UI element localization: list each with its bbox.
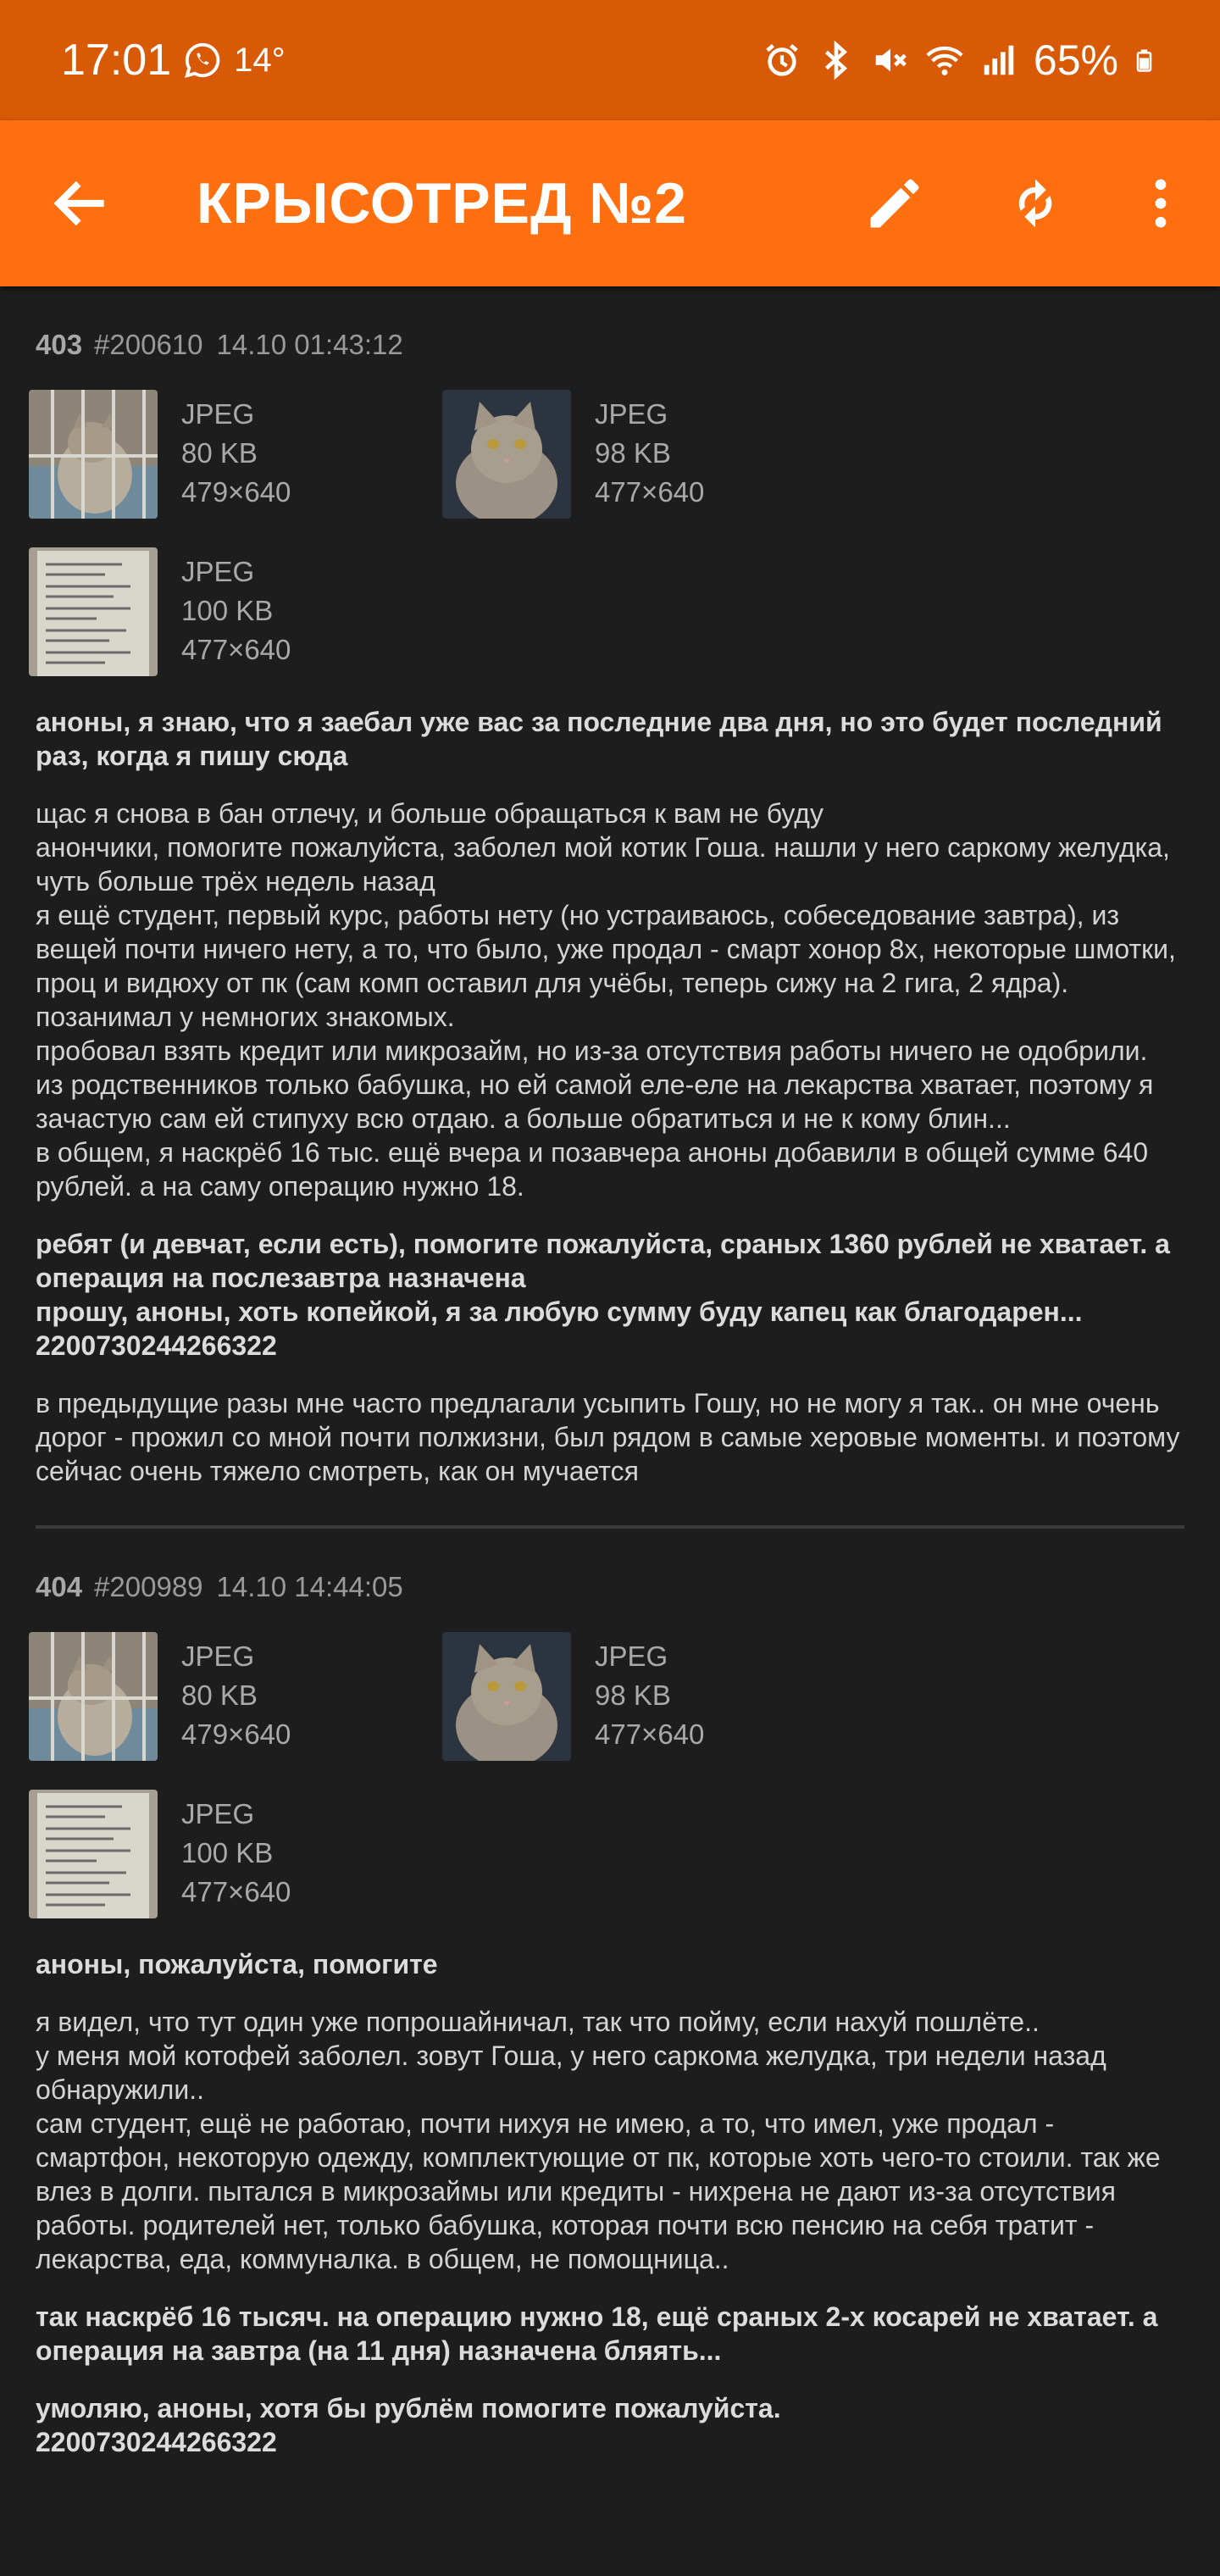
post-text-bold — [36, 1227, 1184, 1363]
file-size: 100 KB — [181, 595, 274, 626]
edit-pencil-icon — [862, 171, 927, 236]
post-text-bold — [36, 2391, 1184, 2459]
status-left — [61, 35, 286, 86]
thumbnail-document[interactable] — [29, 547, 158, 676]
file-type: JPEG — [181, 556, 255, 587]
file-dims: 479×640 — [181, 1718, 291, 1750]
file-type: JPEG — [595, 398, 668, 430]
status-temperature: 14° — [234, 41, 286, 79]
file-dims: 477×640 — [181, 1876, 291, 1907]
status-time: 17:01 — [61, 36, 172, 85]
post-id[interactable]: #200610 — [94, 329, 203, 360]
more-vert-icon — [1128, 171, 1193, 236]
thumbnail-cat-face[interactable] — [442, 1632, 571, 1761]
thumbnail-document[interactable] — [29, 1790, 158, 1918]
post-body — [36, 1947, 1184, 2459]
text-line: из родственников только бабушка, но ей самой еле-еле на лекарства хватает, поэтому я зачастую сам ей стипуху всю отдаю. а больше обратиться и не к кому блин... — [36, 1069, 1154, 1134]
battery-percentage: 65% — [1033, 36, 1118, 84]
post-404 — [36, 1525, 1184, 2459]
file-size: 80 KB — [181, 437, 258, 469]
attachment[interactable] — [442, 1632, 862, 1761]
thumbnail-cat-face[interactable] — [442, 390, 571, 519]
thread-title: КРЫСОТРЕД №2 — [197, 171, 687, 236]
file-size: 98 KB — [595, 1679, 671, 1711]
attachment[interactable] — [29, 547, 449, 676]
file-dims: 479×640 — [181, 476, 291, 508]
file-type: JPEG — [181, 1641, 255, 1672]
back-arrow-icon[interactable] — [47, 169, 115, 237]
thumbnail-cat-in-cage[interactable] — [29, 1632, 158, 1761]
status-bar — [0, 0, 1220, 120]
text-line: прошу, аноны, хоть копейкой, я за любую сумму буду капец как благодарен... — [36, 1296, 1083, 1327]
file-type: JPEG — [181, 398, 255, 430]
post-number: 404 — [36, 1571, 83, 1602]
text-line: пробовал взять кредит или микрозайм, но из-за отсутствия работы ничего не одобрили. — [36, 1035, 1148, 1066]
card-number: 2200730244266322 — [36, 2427, 277, 2457]
post-text — [36, 2005, 1184, 2276]
edit-button[interactable] — [861, 169, 929, 237]
post-text: в предыдущие разы мне часто предлагали усыпить Гошу, но не могу я так.. он мне очень дорог - прожил со мной почти полжизни, был рядом в самые херовые моменты. и поэтому сейчас очень тяжело смотреть, как он мучается — [36, 1388, 1180, 1486]
file-type: JPEG — [595, 1641, 668, 1672]
text-line: у меня мой котофей заболел. зовут Гоша, у него саркома желудка, три недели назад обнаружили.. — [36, 2040, 1106, 2105]
file-size: 100 KB — [181, 1837, 274, 1868]
text-line: ребят (и девчат, если есть), помогите пожалуйста, сраных 1360 рублей не хватает. а операция на послезавтра назначена — [36, 1229, 1170, 1293]
text-line: так наскрёб 16 тысяч. на операцию нужно 18, ещё сраных 2-х косарей не хватает. а операция на завтра (на 11 дня) назначена бляять... — [36, 2301, 1158, 2366]
file-size: 80 KB — [181, 1679, 258, 1711]
status-right — [762, 36, 1159, 85]
post-datetime: 14.10 14:44:05 — [216, 1571, 403, 1602]
post-id[interactable]: #200989 — [94, 1571, 203, 1602]
post-number: 403 — [36, 329, 83, 360]
post-header — [36, 329, 1184, 361]
file-dims: 477×640 — [595, 1718, 705, 1750]
text-line: в общем, я наскрёб 16 тыс. ещё вчера и позавчера аноны добавили в общей сумме 640 рублей. а на саму операцию нужно 18. — [36, 1137, 1149, 1202]
card-number: 2200730244266322 — [36, 1330, 277, 1361]
post-header — [36, 1571, 1184, 1603]
file-dims: 477×640 — [181, 634, 291, 665]
attachment[interactable] — [29, 1790, 449, 1918]
text-line: умоляю, аноны, хотя бы рублём помогите пожалуйста. — [36, 2393, 781, 2423]
file-type: JPEG — [181, 1798, 255, 1829]
file-size: 98 KB — [595, 437, 671, 469]
text-line: сам студент, ещё не работаю, почти нихуя не имею, а то, что имел, уже продал - смартфон, некоторую одежду, комплектующие от пк, которые хоть чего-то стоили. так же влез в долги. пытался в микрозаймы или кредиты - нихрена не дают из-за отсутствия работы. родителей нет, только бабушка, которая почти всю пенсию на себя тратит - лекарства, еда, коммуналка. в общем, не помощница.. — [36, 2108, 1161, 2274]
text-line: щас я снова в бан отлечу, и больше обращаться к вам не буду — [36, 798, 824, 829]
post-text-bold: аноны, я знаю, что я заебал уже вас за последние два дня, но это будет последний раз, когда я пишу сюда — [36, 707, 1162, 771]
post-text-bold — [36, 2300, 1184, 2368]
thumbnail-cat-in-cage[interactable] — [29, 390, 158, 519]
file-dims: 477×640 — [595, 476, 705, 508]
attachment[interactable] — [29, 1632, 449, 1761]
wifi-icon — [925, 41, 964, 80]
post-text-bold: аноны, пожалуйста, помогите — [36, 1949, 438, 1979]
attachments — [36, 1632, 1184, 1947]
alarm-icon — [762, 41, 801, 80]
refresh-icon — [1003, 171, 1068, 236]
text-line: анончики, помогите пожалуйста, заболел мой котик Гоша. нашли у него саркому желудка, чуть больше трёх недель назад — [36, 832, 1170, 897]
post-body — [36, 705, 1184, 1488]
refresh-button[interactable] — [1001, 169, 1069, 237]
post-datetime: 14.10 01:43:12 — [216, 329, 403, 360]
signal-icon — [979, 41, 1018, 80]
text-line: я ещё студент, первый курс, работы нету (но устраиваюсь, собеседование завтра), из вещей почти ничего нету, а то, что было, уже продал - смарт хонор 8х, некоторые шмотки, проц и видюху от пк (сам комп оставил для учёбы, теперь сижу на 2 гига, 2 ядра). позанимал у немногих знакомых. — [36, 900, 1176, 1032]
bluetooth-icon — [817, 41, 856, 80]
text-line: я видел, что тут один уже попрошайничал, так что пойму, если нахуй пошлёте.. — [36, 2007, 1040, 2037]
posts-list — [0, 286, 1220, 2459]
attachment[interactable] — [442, 390, 862, 519]
attachment[interactable] — [29, 390, 449, 519]
app-bar — [0, 120, 1220, 286]
whatsapp-icon — [183, 41, 222, 80]
battery-icon — [1134, 41, 1159, 80]
post-403 — [36, 286, 1184, 1488]
post-text — [36, 797, 1184, 1203]
more-options-button[interactable] — [1127, 169, 1195, 237]
attachments — [36, 390, 1184, 705]
mute-icon — [871, 41, 910, 80]
